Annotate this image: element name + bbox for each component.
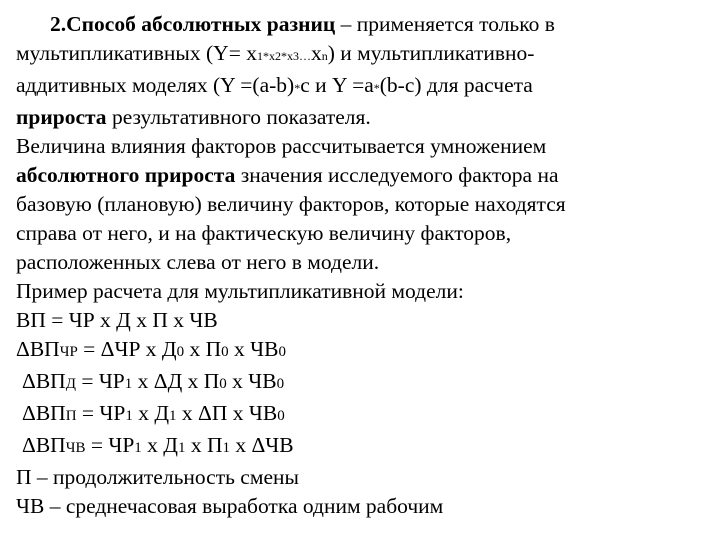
para2-line-3: базовую (плановую) величину факторов, которые находятся — [16, 192, 566, 216]
text: *x — [280, 49, 293, 63]
para2-line-5: расположенных слева от него в модели. — [16, 250, 380, 274]
method-line-4 — [16, 103, 706, 132]
text: c и Y =a — [300, 73, 374, 97]
subscript: 1 — [125, 408, 133, 424]
text: = ЧР — [75, 369, 125, 393]
text: х П — [184, 337, 222, 361]
text: = ΔЧР х Д — [77, 337, 177, 361]
subscript: 1 — [169, 408, 177, 424]
text: х ЧВ — [226, 369, 277, 393]
formula-p — [16, 399, 706, 431]
subscript: 0 — [221, 344, 229, 360]
bold-term: абсолютного прироста — [16, 163, 236, 187]
method-title: 2.Способ абсолютных разниц — [50, 12, 336, 36]
text: х ΔЧВ — [229, 433, 294, 457]
subscript: ЧР — [59, 344, 78, 360]
text: х Д — [132, 401, 170, 425]
slide-text — [16, 10, 706, 521]
subscript: 0 — [276, 376, 285, 392]
text: х ΔП х ЧВ — [176, 401, 278, 425]
text: ΔВП — [22, 369, 66, 393]
formula-chv — [16, 431, 706, 463]
subscript: 0 — [277, 408, 285, 424]
subscript: Д — [65, 376, 76, 392]
formula-d — [16, 367, 706, 399]
text: = ЧР — [76, 401, 126, 425]
subscript: 0 — [219, 376, 227, 392]
subscript: ЧВ — [65, 440, 86, 456]
text: ΔВП — [16, 337, 60, 361]
subscript: 0 — [176, 344, 185, 360]
subscript: n — [321, 49, 328, 63]
text: – применяется только в — [335, 12, 555, 36]
text: аддитивных моделях (Y =(a-b) — [16, 73, 295, 97]
subscript: 1 — [222, 440, 230, 456]
subscript: 1 — [256, 49, 263, 63]
text: ΔВП — [22, 401, 66, 425]
text: ) и мультипликативно- — [327, 41, 535, 65]
model-formula: ВП = ЧР х Д х П х ЧВ — [16, 308, 218, 332]
subscript: 2 — [274, 49, 281, 63]
example-heading: Пример расчета для мультипликативной модели: — [16, 279, 464, 303]
text: результативного показателя. — [106, 105, 371, 129]
method-line-2 — [16, 39, 706, 71]
text: (b-c) для расчета — [379, 73, 533, 97]
formula-chr — [16, 335, 706, 367]
bold-term: прироста — [16, 105, 107, 129]
text: = ЧР — [85, 433, 135, 457]
text: ΔВП — [22, 433, 66, 457]
text: значения исследуемого фактора на — [235, 163, 559, 187]
text: х П — [185, 433, 223, 457]
multiply-sign: * — [294, 81, 301, 95]
text: x — [310, 41, 322, 65]
legend-p: П – продолжительность смены — [16, 465, 299, 489]
subscript: 1 — [124, 376, 133, 392]
method-line-3 — [16, 71, 706, 103]
para2-line-2 — [16, 161, 706, 190]
text: х ЧВ — [228, 337, 279, 361]
subscript: 1 — [177, 440, 186, 456]
subscript: 3… — [292, 49, 311, 63]
text: х Д — [141, 433, 178, 457]
subscript: 1 — [134, 440, 142, 456]
para2-line-4: справа от него, и на фактическую величину факторов, — [16, 221, 512, 245]
subscript: 0 — [278, 344, 286, 360]
subscript: П — [65, 408, 77, 424]
text: *x — [262, 49, 275, 63]
para2-line-1: Величина влияния факторов рассчитывается умножением — [16, 134, 547, 158]
multiply-sign: * — [373, 81, 380, 95]
legend-chv: ЧВ – среднечасовая выработка одним рабочим — [16, 494, 444, 518]
method-line-1 — [16, 10, 706, 39]
text: мультипликативных (Y= x — [16, 41, 257, 65]
text: х ΔД х П — [132, 369, 220, 393]
